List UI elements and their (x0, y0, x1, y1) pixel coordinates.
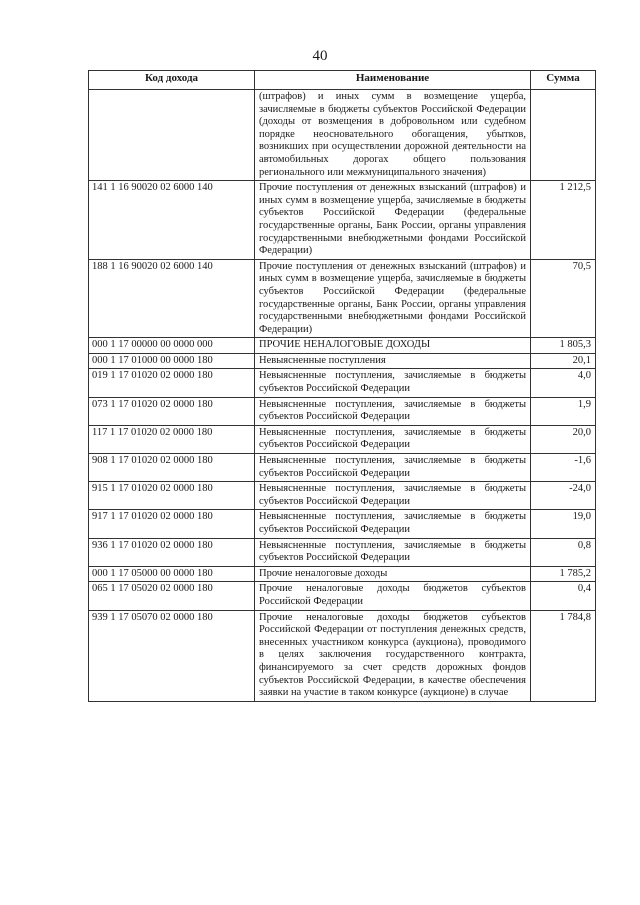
income-code: 188 1 16 90020 02 6000 140 (89, 259, 255, 338)
table-row (89, 610, 596, 701)
income-name: Невыясненные поступления, зачисляемые в бюджеты субъектов Российской Федерации (255, 454, 531, 482)
income-name: Невыясненные поступления (255, 353, 531, 369)
income-code: 065 1 17 05020 02 0000 180 (89, 582, 255, 610)
income-name: Невыясненные поступления, зачисляемые в бюджеты субъектов Российской Федерации (255, 538, 531, 566)
income-name: Невыясненные поступления, зачисляемые в бюджеты субъектов Российской Федерации (255, 397, 531, 425)
table-row (89, 510, 596, 538)
table-row (89, 454, 596, 482)
table-row (89, 425, 596, 453)
income-code: 000 1 17 01000 00 0000 180 (89, 353, 255, 369)
income-sum (531, 90, 596, 181)
table-row (89, 582, 596, 610)
page-number: 40 (312, 48, 328, 64)
header-name: Наименование (255, 71, 531, 90)
income-code: 000 1 17 00000 00 0000 000 (89, 338, 255, 354)
table-row (89, 338, 596, 354)
income-name: Прочие поступления от денежных взысканий (штрафов) и иных сумм в возмещение ущерба, зачисляемые в бюджеты субъектов Российской Федерации (федеральные государственные органы, Банк России, органы управления государственными внебюджетными фондами Российской Федерации) (255, 259, 531, 338)
income-name: Прочие неналоговые доходы бюджетов субъектов Российской Федерации от поступления денежных средств, внесенных участником конкурса (аукциона), проводимого в целях заключения государственного контракта, финансируемого за счет средств дорожных фондов субъектов Российской Федерации, в качестве обеспечения заявки на участие в таком конкурсе (аукционе) в случае (255, 610, 531, 701)
income-sum: 1 784,8 (531, 610, 596, 701)
income-code: 141 1 16 90020 02 6000 140 (89, 181, 255, 260)
income-sum: 1 805,3 (531, 338, 596, 354)
income-name: Прочие поступления от денежных взысканий (штрафов) и иных сумм в возмещение ущерба, зачисляемые в бюджеты субъектов Российской Федерации (федеральные государственные органы, Банк России, органы управления государственными внебюджетными фондами Российской Федерации) (255, 181, 531, 260)
header-sum: Сумма (531, 71, 596, 90)
revenue-table (88, 70, 596, 702)
income-name: (штрафов) и иных сумм в возмещение ущерба, зачисляемые в бюджеты субъектов Российской Федерации (доходы от возмещения в добровольном или судебном порядке неосновательного обогащения, убытков, возникших при осуществлении дорожной деятельности на автомобильных дорогах общего пользования регионального или межмуниципального значения) (255, 90, 531, 181)
table-row (89, 397, 596, 425)
income-name: Прочие неналоговые доходы (255, 566, 531, 582)
income-code: 939 1 17 05070 02 0000 180 (89, 610, 255, 701)
income-code: 117 1 17 01020 02 0000 180 (89, 425, 255, 453)
income-sum: 70,5 (531, 259, 596, 338)
income-name: ПРОЧИЕ НЕНАЛОГОВЫЕ ДОХОДЫ (255, 338, 531, 354)
income-code: 000 1 17 05000 00 0000 180 (89, 566, 255, 582)
table-row (89, 259, 596, 338)
income-code: 019 1 17 01020 02 0000 180 (89, 369, 255, 397)
income-sum: 4,0 (531, 369, 596, 397)
table-row (89, 538, 596, 566)
income-code: 073 1 17 01020 02 0000 180 (89, 397, 255, 425)
income-code (89, 90, 255, 181)
income-sum: 20,1 (531, 353, 596, 369)
table-row (89, 353, 596, 369)
table-row (89, 566, 596, 582)
table-header-row (89, 71, 596, 90)
income-sum: -1,6 (531, 454, 596, 482)
table-row (89, 482, 596, 510)
header-code: Код дохода (89, 71, 255, 90)
income-sum: 0,8 (531, 538, 596, 566)
income-sum: 20,0 (531, 425, 596, 453)
income-name: Невыясненные поступления, зачисляемые в бюджеты субъектов Российской Федерации (255, 482, 531, 510)
income-code: 915 1 17 01020 02 0000 180 (89, 482, 255, 510)
income-sum: 0,4 (531, 582, 596, 610)
income-name: Невыясненные поступления, зачисляемые в бюджеты субъектов Российской Федерации (255, 510, 531, 538)
income-sum: 1 212,5 (531, 181, 596, 260)
table-row (89, 181, 596, 260)
income-name: Прочие неналоговые доходы бюджетов субъектов Российской Федерации (255, 582, 531, 610)
income-sum: 1,9 (531, 397, 596, 425)
income-sum: 1 785,2 (531, 566, 596, 582)
table-row (89, 369, 596, 397)
income-code: 908 1 17 01020 02 0000 180 (89, 454, 255, 482)
income-code: 936 1 17 01020 02 0000 180 (89, 538, 255, 566)
income-name: Невыясненные поступления, зачисляемые в бюджеты субъектов Российской Федерации (255, 369, 531, 397)
income-name: Невыясненные поступления, зачисляемые в бюджеты субъектов Российской Федерации (255, 425, 531, 453)
income-sum: 19,0 (531, 510, 596, 538)
income-code: 917 1 17 01020 02 0000 180 (89, 510, 255, 538)
income-sum: -24,0 (531, 482, 596, 510)
table-row (89, 90, 596, 181)
